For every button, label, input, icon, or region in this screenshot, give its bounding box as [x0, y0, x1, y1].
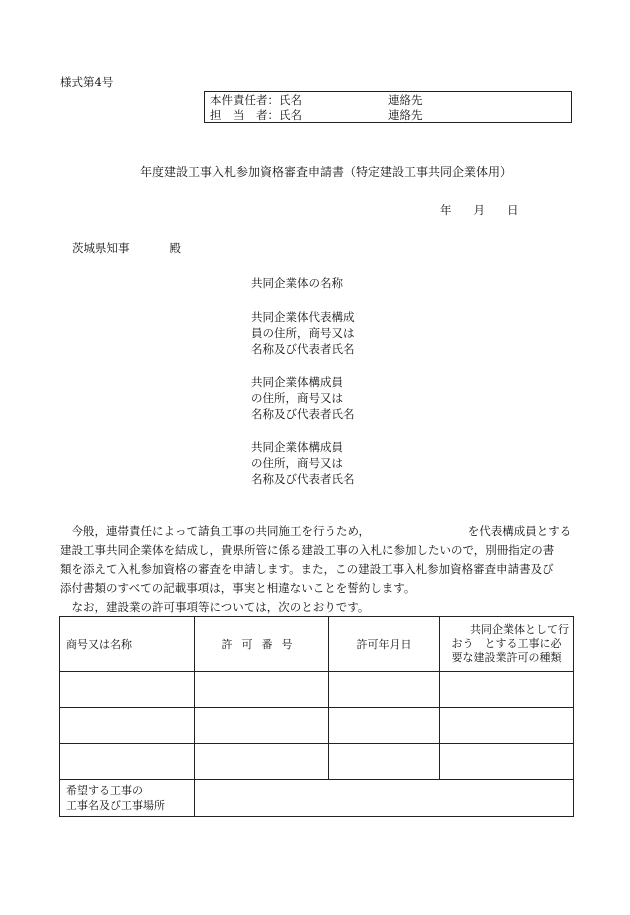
permit-table: [59, 616, 574, 817]
staff-row: [210, 108, 423, 123]
addressee: [72, 240, 181, 256]
cell-permit-date[interactable]: [329, 744, 440, 780]
responsible-person-box: [204, 91, 572, 123]
cell-permit-type[interactable]: [440, 672, 574, 708]
jv-member-block-1: [251, 374, 355, 422]
form-number: 様式第4号: [60, 75, 114, 89]
body-line: 添付書類のすべての記載事項は，事実と相違ないことを誓約します。: [60, 581, 416, 595]
date-year: 年: [440, 203, 452, 217]
body-line: なお，建設業の許可事項等については，次のとおりです。: [60, 600, 370, 614]
staff-label: 担 当 者：氏名: [210, 108, 302, 122]
cell-permit-date[interactable]: [329, 672, 440, 708]
block-line: 共同企業体構成員: [251, 440, 343, 454]
jv-member-block-2: [251, 439, 355, 487]
document-title: 年度建設工事入札参加資格審査申請書（特定建設工事共同企業体用）: [140, 165, 513, 179]
responsible-row: [210, 93, 423, 108]
jv-name-block: [251, 275, 343, 291]
cell-permit-number[interactable]: [195, 744, 329, 780]
body-line: 今般，連帯責任によって請負工事の共同施工を行うため， を代表構成員とする: [60, 524, 572, 538]
cell-permit-type[interactable]: [440, 708, 574, 744]
jv-representative-block: [251, 309, 355, 357]
body-paragraph: [60, 522, 575, 617]
date-month: 月: [473, 203, 485, 217]
block-line: 名称及び代表者氏名: [251, 342, 355, 356]
block-line: 名称及び代表者氏名: [251, 407, 355, 421]
desired-work-label: [60, 780, 195, 817]
body-line: 建設工事共同企業体を結成し，貴県所管に係る建設工事の入札に参加したいので，別冊指定の書: [60, 543, 555, 557]
header-permit-type-line: 共同企業体として行: [470, 623, 569, 636]
table-row: [60, 744, 574, 780]
table-row: [60, 672, 574, 708]
header-permit-type: [440, 617, 574, 672]
body-line: 類を添えて入札参加資格の審査を申請します。また，この建設工事入札参加資格審査申請書及び: [60, 562, 554, 576]
addressee-name: 茨城県知事: [72, 241, 130, 255]
header-name: 商号又は名称: [60, 617, 195, 672]
cell-permit-date[interactable]: [329, 708, 440, 744]
jv-name-label: 共同企業体の名称: [251, 276, 343, 290]
block-line: 員の住所，商号又は: [251, 326, 355, 340]
block-line: 名称及び代表者氏名: [251, 472, 355, 486]
block-line: の住所，商号又は: [251, 391, 343, 405]
table-header-row: [60, 617, 574, 672]
cell-permit-number[interactable]: [195, 708, 329, 744]
date-line: [440, 202, 519, 218]
addressee-honorific: 殿: [169, 241, 181, 255]
date-day: 日: [507, 203, 519, 217]
cell-name[interactable]: [60, 744, 195, 780]
header-permit-number: 許可番号: [195, 617, 329, 672]
responsible-contact-label: 連絡先: [388, 93, 423, 107]
desired-work-label-line: 希望する工事の: [66, 784, 143, 797]
staff-contact-label: 連絡先: [388, 108, 423, 122]
responsible-label: 本件責任者：氏名: [210, 93, 302, 107]
cell-permit-number[interactable]: [195, 672, 329, 708]
header-permit-type-line: 要な建設業許可の種類: [451, 651, 562, 664]
header-permit-type-line: おう とする工事に必: [451, 637, 562, 650]
header-permit-date: 許可年月日: [329, 617, 440, 672]
block-line: 共同企業体構成員: [251, 375, 343, 389]
cell-name[interactable]: [60, 708, 195, 744]
table-row: [60, 708, 574, 744]
block-line: 共同企業体代表構成: [251, 310, 355, 324]
block-line: の住所，商号又は: [251, 456, 343, 470]
desired-work-field[interactable]: [195, 780, 574, 817]
desired-work-row: [60, 780, 574, 817]
desired-work-label-line: 工事名及び工事場所: [66, 799, 165, 812]
cell-name[interactable]: [60, 672, 195, 708]
cell-permit-type[interactable]: [440, 744, 574, 780]
